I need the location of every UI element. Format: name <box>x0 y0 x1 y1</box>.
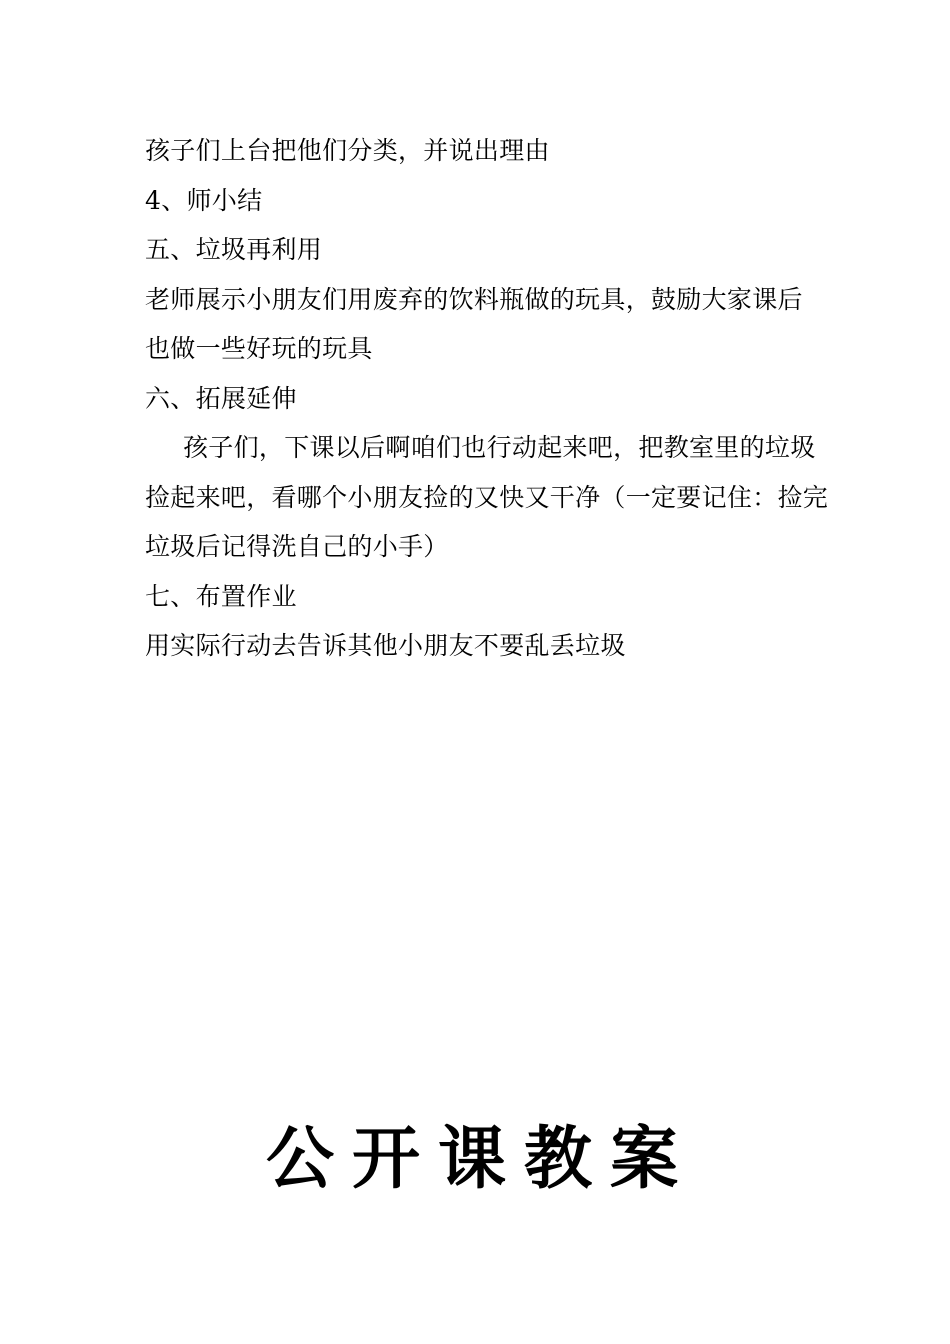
subsection-heading: 4、师小结 <box>145 185 263 215</box>
text-line: 垃圾后记得洗自己的小手） <box>145 532 449 561</box>
text-line: 孩子们上台把他们分类，并说出理由 <box>145 136 550 165</box>
document-body <box>145 126 829 671</box>
text-line: 孩子们，下课以后啊咱们也行动起来吧，把教室里的垃圾 <box>183 433 816 462</box>
section-heading: 五、垃圾再利用 <box>145 235 323 264</box>
text-line: 老师展示小朋友们用废弃的饮料瓶做的玩具，鼓励大家课后 <box>145 284 803 314</box>
footer-title: 公开课教案 <box>265 1120 696 1199</box>
text-line: 也做一些好玩的玩具 <box>145 334 373 363</box>
text-line: 捡起来吧，看哪个小朋友捡的又快又干净（一定要记住：捡完 <box>145 482 829 512</box>
text-line: 用实际行动去告诉其他小朋友不要乱丢垃圾 <box>145 631 626 660</box>
section-heading: 七、布置作业 <box>145 581 297 611</box>
section-heading: 六、拓展延伸 <box>145 383 297 413</box>
